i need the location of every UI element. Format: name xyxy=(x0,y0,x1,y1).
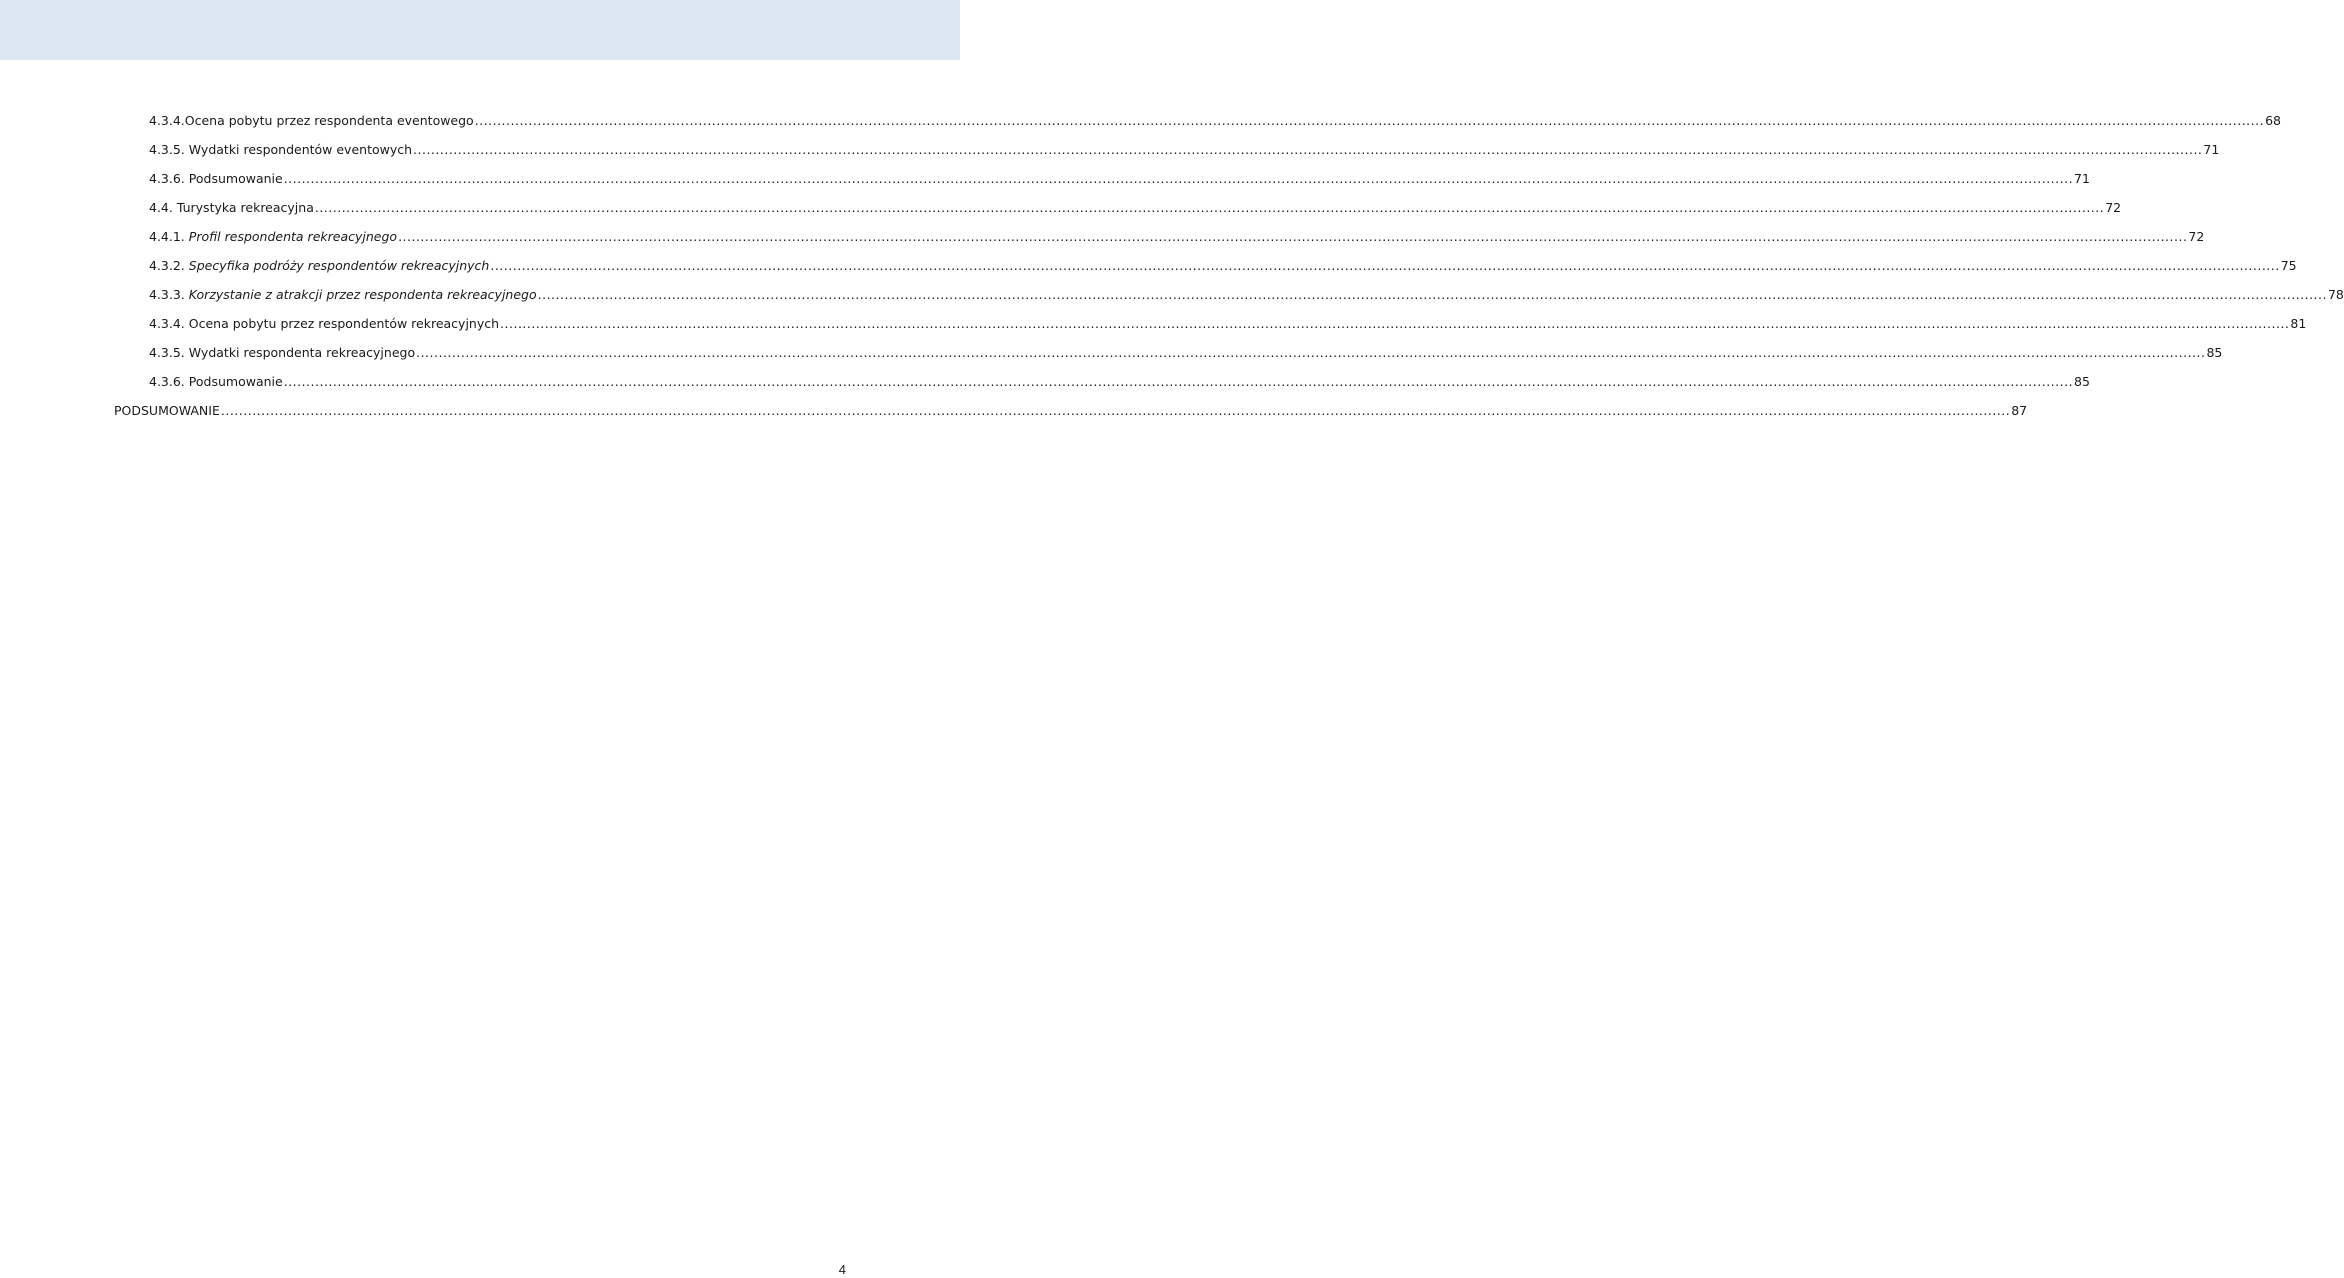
toc-entry-number: 4.3.2. xyxy=(149,258,185,273)
toc-entry[interactable] xyxy=(149,199,2122,217)
toc-entry-number: 4.3.3. xyxy=(149,287,185,302)
toc-entry-title: Korzystanie z atrakcji przez respondenta rekreacyjnego xyxy=(188,287,537,302)
toc-entry-page: 72 xyxy=(2105,200,2122,215)
toc-entry-page: 68 xyxy=(2265,113,2281,128)
toc-entry[interactable] xyxy=(149,228,2205,246)
toc-entry[interactable] xyxy=(149,286,2344,304)
toc-entry-number: 4.3.4. xyxy=(149,316,185,331)
toc-entry-title: Ocena pobytu przez respondenta eventowego xyxy=(184,113,474,128)
toc-leader-dots: ................................................................................................................................................................................................................................................................................................................................................................................................................ xyxy=(416,345,2206,360)
toc-entry[interactable] xyxy=(149,257,2297,275)
toc-entry-number: 4.4.1. xyxy=(149,229,185,244)
toc-entry-title: Ocena pobytu przez respondentów rekreacyjnych xyxy=(188,316,500,331)
toc-entry-page: 87 xyxy=(2011,403,2028,418)
toc-leader-dots: ................................................................................................................................................................................................................................................................................................................................................................................................................ xyxy=(537,287,2327,302)
toc-entry[interactable] xyxy=(149,344,2223,362)
toc-entry-title: Podsumowanie xyxy=(188,171,283,186)
toc-entry-title: Profil respondenta rekreacyjnego xyxy=(188,229,398,244)
header-band xyxy=(0,0,960,60)
toc-leader-dots: ................................................................................................................................................................................................................................................................................................................................................................................................................ xyxy=(283,374,2074,389)
toc-leader-dots: ................................................................................................................................................................................................................................................................................................................................................................................................................ xyxy=(413,142,2203,157)
toc-entry-page: 78 xyxy=(2327,287,2344,302)
toc-entry-number: 4.3.4. xyxy=(149,113,185,128)
toc-entry-page: 72 xyxy=(2188,229,2205,244)
toc-entry-page: 85 xyxy=(2074,374,2090,389)
toc-entry[interactable] xyxy=(149,315,2307,333)
toc-entry-title: Wydatki respondentów eventowych xyxy=(188,142,413,157)
toc-entry-number: 4.3.6. xyxy=(149,171,185,186)
toc-leader-dots: ................................................................................................................................................................................................................................................................................................................................................................................................................ xyxy=(283,171,2074,186)
toc-entry[interactable] xyxy=(149,170,2090,188)
toc-entry-title: Specyfika podróży respondentów rekreacyjnych xyxy=(188,258,490,273)
toc-entry[interactable] xyxy=(149,141,2220,159)
toc-entry[interactable] xyxy=(149,373,2090,391)
toc-entry-title: Podsumowanie xyxy=(188,374,283,389)
toc-entry[interactable] xyxy=(114,402,2028,420)
toc-leader-dots: ................................................................................................................................................................................................................................................................................................................................................................................................................ xyxy=(500,316,2290,331)
toc-leader-dots: ................................................................................................................................................................................................................................................................................................................................................................................................................ xyxy=(474,113,2265,128)
toc-leader-dots: ................................................................................................................................................................................................................................................................................................................................................................................................................ xyxy=(398,229,2188,244)
toc-entry-title: PODSUMOWANIE xyxy=(114,403,220,418)
toc-entry-page: 75 xyxy=(2280,258,2297,273)
toc-entry-number: 4.3.6. xyxy=(149,374,185,389)
toc-entry-page: 71 xyxy=(2074,171,2090,186)
toc-entry-title: Turystyka rekreacyjna xyxy=(176,200,314,215)
toc-entry-page: 81 xyxy=(2290,316,2307,331)
toc-entry-number: 4.3.5. xyxy=(149,345,185,360)
toc-entry[interactable] xyxy=(149,112,2281,130)
toc-leader-dots: ................................................................................................................................................................................................................................................................................................................................................................................................................ xyxy=(220,403,2011,418)
toc-leader-dots: ................................................................................................................................................................................................................................................................................................................................................................................................................ xyxy=(314,200,2105,215)
toc-entry-title: Wydatki respondenta rekreacyjnego xyxy=(188,345,416,360)
toc-entry-page: 85 xyxy=(2206,345,2223,360)
toc-entry-number: 4.4. xyxy=(149,200,173,215)
toc-leader-dots: ................................................................................................................................................................................................................................................................................................................................................................................................................ xyxy=(490,258,2280,273)
toc-entry-page: 71 xyxy=(2203,142,2220,157)
page-number: 4 xyxy=(838,1262,846,1277)
toc-entry-number: 4.3.5. xyxy=(149,142,185,157)
